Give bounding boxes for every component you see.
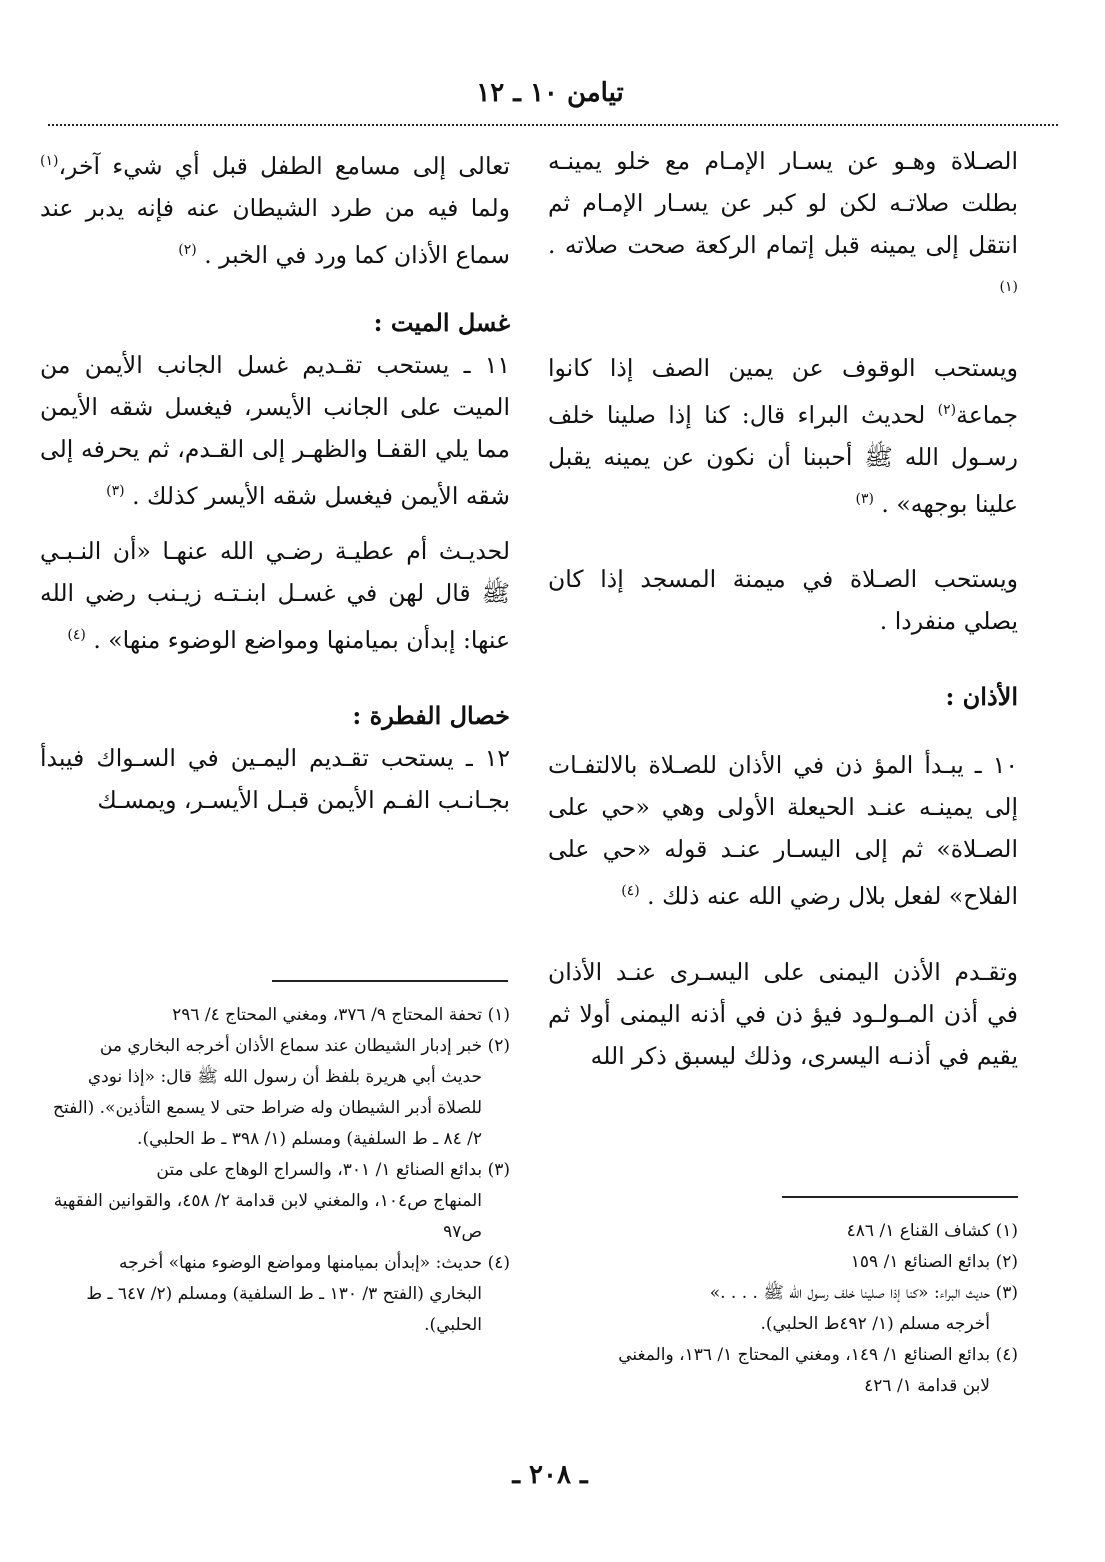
paragraph xyxy=(40,530,510,661)
footnote-number: (٣) xyxy=(995,1283,1018,1303)
section-heading-fitra: خصال الفطرة : xyxy=(352,701,510,731)
paragraph xyxy=(40,344,510,517)
paragraph xyxy=(548,140,1018,313)
footnote-number: (٣) xyxy=(487,1160,510,1180)
footnote xyxy=(42,1000,510,1031)
page-header: تيامن ١٠ ـ ١٢ xyxy=(476,78,624,108)
footnote-text: حديث: «إبدأن بميامنها ومواضع الوضوء منها» أخرجه xyxy=(118,1253,483,1273)
paragraph-text: لحديـث أم عطيـة رضـي الله عنهـا «أن النـبـي ﷺ قال لهن في غسـل ابنـتـه زيـنب رضي الله عنها: إبدأن بميامنها ومواضع الوضوء منها» . xyxy=(40,537,510,655)
footnote-number: (٤) xyxy=(487,1253,510,1273)
right-column xyxy=(548,140,1018,1077)
paragraph xyxy=(548,558,1018,642)
paragraph-text: تعالى إلى مسامع الطفل قبل أي شيء آخر، xyxy=(58,151,510,180)
paragraph xyxy=(548,347,1018,525)
footnote-number: (٢) xyxy=(995,1252,1018,1272)
paragraph-text: ١٠ ـ يبـدأ المؤ ذن في الأذان للصـلاة بالالتفـات إلى يمينـه عنـد الحيعلة الأولى وهي «حي على الصـلاة» ثم إلى اليسـار عنـد قوله «حي على الفلاح» لفعل بلال رضي الله عنه ذلك . xyxy=(548,751,1018,911)
paragraph-text: لحديث البراء قال: كنا إذا صلينا خلف رسـول الله ﷺ أحببنا أن نكون عن يمينه يقبل علينا بوجهه» . xyxy=(548,400,1018,518)
footnote-marker: (٢) xyxy=(937,401,957,418)
footnote-continuation: لابن قدامة ١/ ٤٢٦ xyxy=(864,1376,990,1396)
section-heading-ghusl: غسل الميت : xyxy=(373,307,510,337)
footnote xyxy=(550,1278,1018,1340)
paragraph-text: ١١ ـ يستحب تقـديم غسل الجانب الأيمن من الميت على الجانب الأيسر، فيغسل شقه الأيمن مما يلي القفـا والظهـر إلى القـدم، ثم يحرفه إلى شقه الأيمن فيغسل شقه الأيسر كذلك . xyxy=(40,350,510,510)
footnote xyxy=(550,1216,1018,1247)
footnote-number: (١) xyxy=(487,1005,510,1025)
footnote-marker: (١) xyxy=(999,279,1018,295)
paragraph xyxy=(40,140,510,276)
footnotes-right xyxy=(550,1216,1018,1402)
paragraph-text: الصـلاة وهـو عن يسـار الإمـام مع خلو يمينـه بطلت صلاتـه لكن لو كبر عن يسـار الإمـام ثم انتقل إلى يمينه قبل إتمام الركعة صحت صلاته . xyxy=(548,147,1018,259)
footnote xyxy=(42,1155,510,1248)
left-column xyxy=(40,140,510,821)
footnote-continuation: حديث أبي هريرة بلفظ أن رسول الله ﷺ قال: «إذا نودي للصلاة أدبر الشيطان وله ضراط حتى لا يسمع التأذين». (الفتح ٢/ ٨٤ ـ ط السلفية) ومسلم (١/ ٣٩٨ ـ ط الحلبي). xyxy=(53,1067,482,1149)
footnote-text: بدائع الصنائع ١/ ١٥٩ xyxy=(850,1252,991,1272)
footnote-marker: (٣) xyxy=(106,482,125,499)
section-heading-adhan: الأذان : xyxy=(945,682,1018,712)
footnote-text: كشاف القناع ١/ ٤٨٦ xyxy=(846,1221,991,1241)
footnote-number: (٢) xyxy=(487,1036,510,1056)
footnote-text: تحفة المحتاج ٩/ ٣٧٦، ومغني المحتاج ٤/ ٢٩٦ xyxy=(172,1005,483,1025)
paragraph-text: ولما فيه من طرد الشيطان عنه فإنه يدبر عند سماع الأذان كما ورد في الخبر . xyxy=(40,193,510,269)
footnote-marker: (١) xyxy=(40,153,59,169)
paragraph xyxy=(548,951,1018,1077)
footnote xyxy=(550,1340,1018,1402)
footnote xyxy=(550,1247,1018,1278)
header-divider xyxy=(48,124,1058,126)
footnote-text: حديث البراء: «كنا إذا صلينا خلف رسول الله ﷺ . . . .» xyxy=(709,1283,991,1303)
footnote-continuation: البخاري (الفتح ٣/ ١٣٠ ـ ط السلفية) ومسلم (٢/ ٦٤٧ ـ ط الحلبي). xyxy=(86,1284,482,1335)
footnote-text: خبر إدبار الشيطان عند سماع الأذان أخرجه البخاري من xyxy=(99,1036,483,1056)
footnote-continuation: أخرجه مسلم (١/ ٤٩٢ط الحلبي). xyxy=(760,1314,990,1334)
footnote-number: (٤) xyxy=(995,1345,1018,1365)
footnote-marker: (٤) xyxy=(67,627,86,644)
footnote-marker: (٤) xyxy=(621,883,640,900)
footnote-text: بدائع الصنائع ١/ ٣٠١، والسراج الوهاج على متن xyxy=(156,1160,483,1180)
paragraph-text: ويستحب الوقوف عن يمين الصف إذا كانوا جماعة xyxy=(548,353,1018,429)
paragraph xyxy=(40,737,510,821)
footnote-marker: (٣) xyxy=(855,490,874,507)
footnote-divider-left xyxy=(272,980,508,982)
footnote-text: بدائع الصنائع ١/ ١٤٩، ومغني المحتاج ١/ ١٣٦، والمغني xyxy=(618,1345,991,1365)
paragraph-text: ويستحب الصـلاة في ميمنة المسجد إذا كان يصلي منفردا . xyxy=(548,565,1018,636)
footnote-divider-right xyxy=(782,1196,1018,1198)
page-number: ـ ٢٠٨ ـ xyxy=(512,1460,588,1490)
footnotes-left xyxy=(42,1000,510,1341)
footnote-continuation: المنهاج ص١٠٤، والمغني لابن قدامة ٢/ ٤٥٨، والقوانين الفقهية ص٩٧ xyxy=(53,1191,482,1242)
paragraph-text: ١٢ ـ يستحب تقـديم اليمـين في السـواك فيبدأ بجـانـب الفـم الأيمن قبـل الأيسـر، ويمسـك xyxy=(40,744,510,815)
footnote xyxy=(42,1031,510,1155)
footnote-marker: (٢) xyxy=(178,241,197,258)
footnote xyxy=(42,1248,510,1341)
paragraph-text: وتقـدم الأذن اليمنى على اليسـرى عنـد الأذان في أذن المـولـود فيؤ ذن في أذنه اليمنى أولا ثم يقيم في أذنـه اليسرى، وذلك ليسبق ذكر الله xyxy=(548,958,1018,1071)
paragraph xyxy=(548,744,1018,917)
footnote-number: (١) xyxy=(995,1221,1018,1241)
